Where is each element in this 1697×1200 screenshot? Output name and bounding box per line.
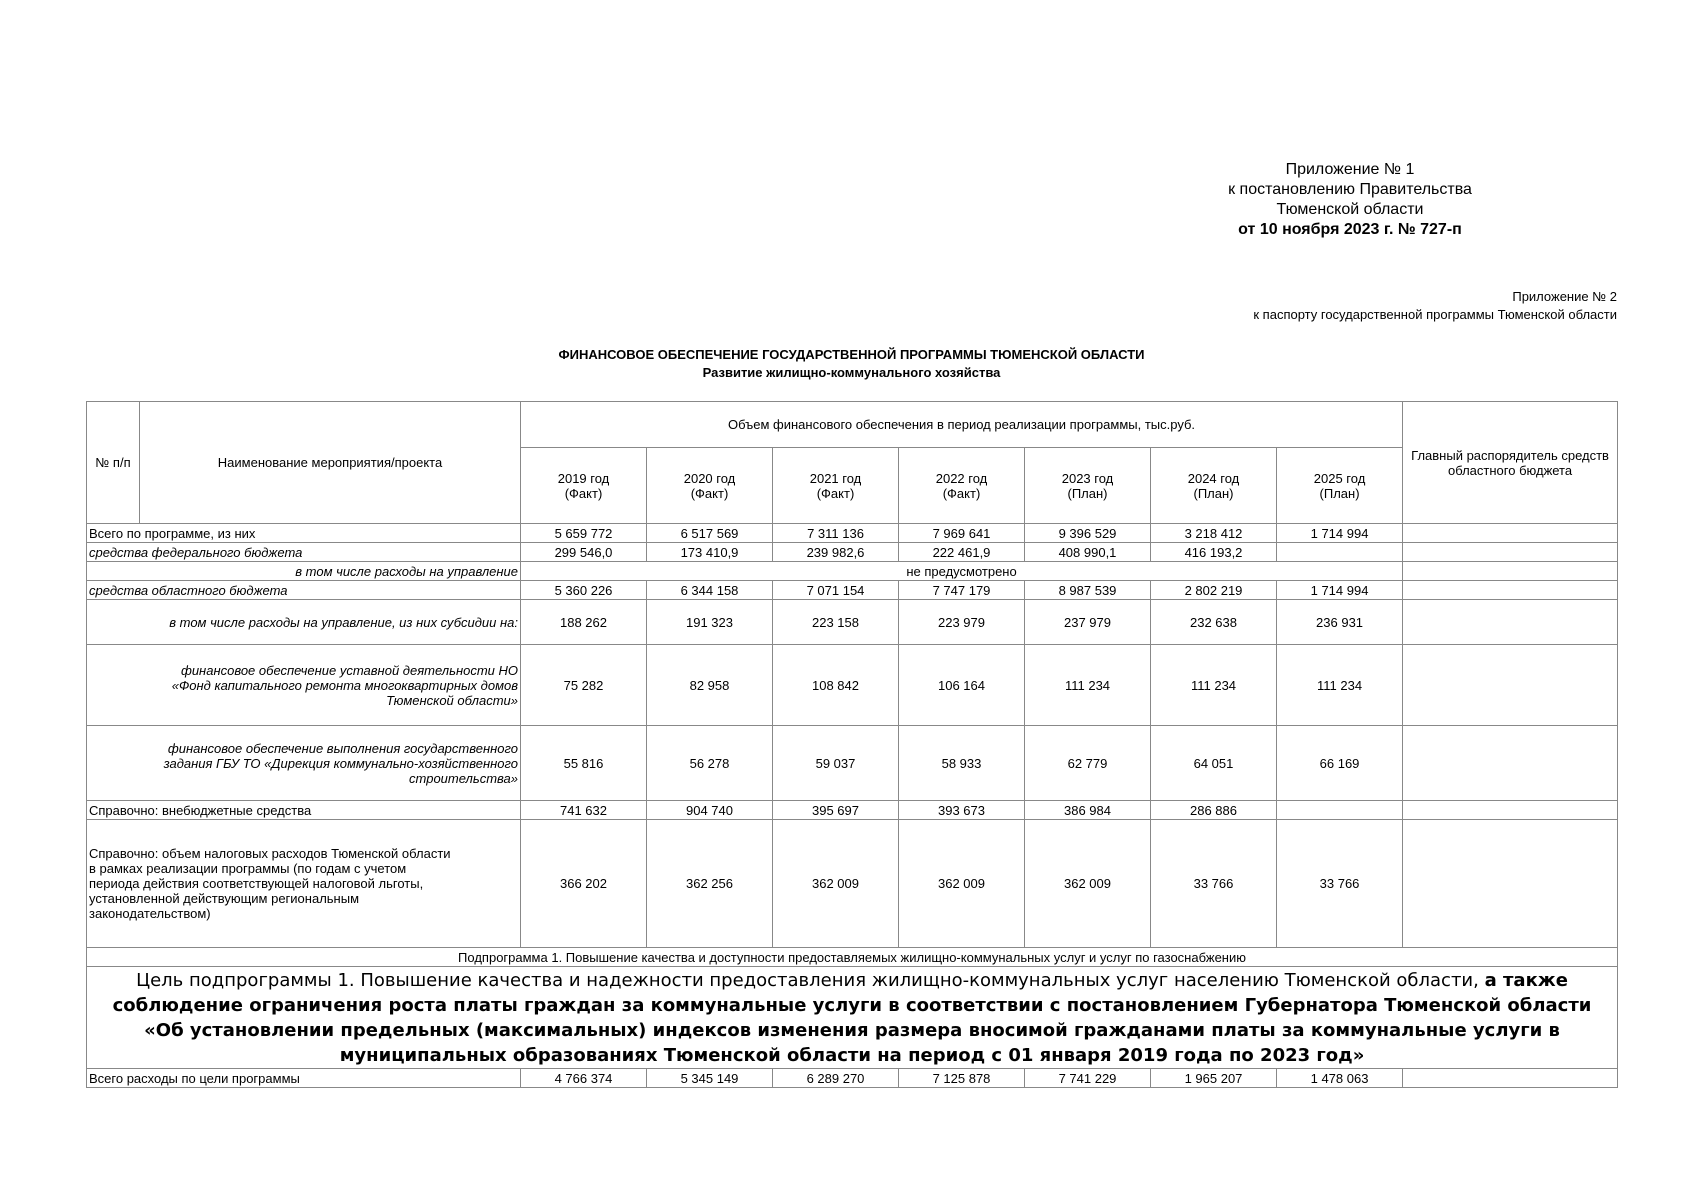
- year-kind: (Факт): [816, 485, 855, 501]
- goal-text-bold: а также соблюдение ограничения роста платы граждан за коммунальные услуги в соответствии с постановлением Губернатора Тюменской области «Об установлении предельных (максимальных) индексов изменения размера вносимой гражданами платы за коммунальные услуги в муниципальных образованиях Тюменской области на период с 01 января 2019 года по 2023 год»: [112, 969, 1592, 1066]
- annex-2-line2: к паспорту государственной программы Тюменской области: [1253, 307, 1617, 322]
- table-cell: 286 886: [1151, 801, 1277, 820]
- table-cell: 64 051: [1151, 726, 1277, 801]
- row-label-line: Тюменской области»: [386, 692, 518, 708]
- table-cell: 6 517 569: [647, 524, 773, 543]
- table-cell: 6 289 270: [773, 1069, 899, 1088]
- table-cell-empty: [1403, 562, 1618, 581]
- year-kind: (Факт): [564, 485, 603, 501]
- table-cell-empty: [1403, 543, 1618, 562]
- table-cell: 111 234: [1151, 645, 1277, 726]
- table-cell: 299 546,0: [521, 543, 647, 562]
- header-year-2024: [1151, 448, 1277, 524]
- header-year-2023: [1025, 448, 1151, 524]
- table-cell: 7 125 878: [899, 1069, 1025, 1088]
- row-label-line: «Фонд капитального ремонта многоквартирных домов: [171, 677, 518, 693]
- header-volume: Объем финансового обеспечения в период реализации программы, тыс.руб.: [521, 402, 1403, 448]
- table-cell-empty: [1403, 820, 1618, 948]
- subprogram-heading: Подпрограмма 1. Повышение качества и доступности предоставляемых жилищно-коммунальных услуг и услуг по газоснабжению: [87, 948, 1618, 967]
- goal-text-regular: Цель подпрограммы 1. Повышение качества и надежности предоставления жилищно-коммунальных услуг населению Тюменской области,: [136, 969, 1485, 991]
- table-cell: 7 071 154: [773, 581, 899, 600]
- table-cell: 62 779: [1025, 726, 1151, 801]
- table-row-federal-mgmt: [87, 562, 1618, 581]
- table-cell: 362 009: [1025, 820, 1151, 948]
- table-cell: 239 982,6: [773, 543, 899, 562]
- table-cell: 8 987 539: [1025, 581, 1151, 600]
- row-label: [87, 645, 521, 726]
- table-cell: 7 311 136: [773, 524, 899, 543]
- table-cell: 222 461,9: [899, 543, 1025, 562]
- header-year-2020: [647, 448, 773, 524]
- header-year-2019: [521, 448, 647, 524]
- year-kind: (План): [1193, 485, 1234, 501]
- row-label-line: финансовое обеспечение уставной деятельности НО: [180, 662, 518, 678]
- table-cell: 58 933: [899, 726, 1025, 801]
- year-label: 2019 год: [557, 470, 610, 486]
- table-cell: 106 164: [899, 645, 1025, 726]
- table-cell-empty: [1403, 801, 1618, 820]
- year-kind: (Факт): [690, 485, 729, 501]
- annex-1-line4: от 10 ноября 2023 г. № 727-п: [1238, 221, 1462, 238]
- table-cell: 395 697: [773, 801, 899, 820]
- year-kind: (План): [1319, 485, 1360, 501]
- table-cell: 1 714 994: [1277, 524, 1403, 543]
- row-label: Всего расходы по цели программы: [87, 1069, 521, 1088]
- table-cell: 393 673: [899, 801, 1025, 820]
- table-cell: 6 344 158: [647, 581, 773, 600]
- annex-1-line1: Приложение № 1: [1285, 161, 1415, 178]
- table-cell: 82 958: [647, 645, 773, 726]
- year-label: 2021 год: [809, 470, 862, 486]
- table-cell: 7 969 641: [899, 524, 1025, 543]
- table-row-regional: [87, 581, 1618, 600]
- table-cell: 188 262: [521, 600, 647, 645]
- finance-table: [86, 401, 1618, 1088]
- row-label: Всего по программе, из них: [87, 524, 521, 543]
- table-cell: 59 037: [773, 726, 899, 801]
- table-cell-empty: [1403, 726, 1618, 801]
- table-row-goal: [87, 967, 1618, 1069]
- year-label: 2025 год: [1313, 470, 1366, 486]
- table-cell: 55 816: [521, 726, 647, 801]
- table-cell: 223 158: [773, 600, 899, 645]
- table-cell: 232 638: [1151, 600, 1277, 645]
- table-cell: 223 979: [899, 600, 1025, 645]
- table-cell: 1 965 207: [1151, 1069, 1277, 1088]
- table-cell: 362 256: [647, 820, 773, 948]
- table-cell: 741 632: [521, 801, 647, 820]
- row-label-line: установленной действующим региональным: [89, 891, 360, 906]
- annex-1-line2: к постановлению Правительства: [1228, 181, 1472, 198]
- table-cell: 75 282: [521, 645, 647, 726]
- row-label-line: законодательством): [89, 906, 211, 921]
- annex-2-block: [1017, 288, 1617, 324]
- table-cell: 173 410,9: [647, 543, 773, 562]
- table-cell: 3 218 412: [1151, 524, 1277, 543]
- table-row-regional-mgmt: [87, 600, 1618, 645]
- row-label: в том числе расходы на управление: [87, 562, 521, 581]
- table-cell: 5 360 226: [521, 581, 647, 600]
- row-label: [87, 726, 521, 801]
- table-cell: 1 478 063: [1277, 1069, 1403, 1088]
- table-cell: 7 741 229: [1025, 1069, 1151, 1088]
- table-cell: [1277, 543, 1403, 562]
- header-name: Наименование мероприятия/проекта: [140, 402, 521, 524]
- row-label: [87, 820, 521, 948]
- row-label: Справочно: внебюджетные средства: [87, 801, 521, 820]
- table-cell-empty: [1403, 1069, 1618, 1088]
- table-row-fund: [87, 645, 1618, 726]
- row-label: в том числе расходы на управление, из них субсидии на:: [87, 600, 521, 645]
- table-row-gbu: [87, 726, 1618, 801]
- table-row-federal: [87, 543, 1618, 562]
- annex-1-block: [1150, 160, 1550, 240]
- header-num: № п/п: [87, 402, 140, 524]
- table-cell: 66 169: [1277, 726, 1403, 801]
- table-cell-empty: [1403, 581, 1618, 600]
- table-cell-empty: [1403, 524, 1618, 543]
- row-label-line: строительства»: [409, 770, 518, 786]
- row-label: средства областного бюджета: [87, 581, 521, 600]
- table-cell-merged: не предусмотрено: [521, 562, 1403, 581]
- table-cell: [1277, 801, 1403, 820]
- table-cell: 7 747 179: [899, 581, 1025, 600]
- row-label-line: периода действия соответствующей налоговой льготы,: [89, 876, 424, 891]
- year-label: 2020 год: [683, 470, 736, 486]
- header-manager: Главный распорядитель средств областного бюджета: [1403, 402, 1618, 524]
- table-cell: 416 193,2: [1151, 543, 1277, 562]
- annex-2-line1: Приложение № 2: [1512, 289, 1617, 304]
- goal-heading: [87, 967, 1618, 1069]
- table-cell-empty: [1403, 600, 1618, 645]
- table-cell: 111 234: [1025, 645, 1151, 726]
- title-line2: Развитие жилищно-коммунального хозяйства: [702, 365, 1001, 380]
- year-label: 2022 год: [935, 470, 988, 486]
- table-cell: 9 396 529: [1025, 524, 1151, 543]
- table-cell: 5 659 772: [521, 524, 647, 543]
- table-cell: 237 979: [1025, 600, 1151, 645]
- row-label-line: в рамках реализации программы (по годам с учетом: [89, 861, 407, 876]
- table-cell: 191 323: [647, 600, 773, 645]
- header-year-2021: [773, 448, 899, 524]
- table-cell: 4 766 374: [521, 1069, 647, 1088]
- table-cell: 2 802 219: [1151, 581, 1277, 600]
- row-label-line: Справочно: объем налоговых расходов Тюменской области: [89, 846, 451, 861]
- table-cell: 33 766: [1151, 820, 1277, 948]
- year-kind: (Факт): [942, 485, 981, 501]
- annex-1-line3: Тюменской области: [1276, 201, 1424, 218]
- year-kind: (План): [1067, 485, 1108, 501]
- table-cell: 111 234: [1277, 645, 1403, 726]
- row-label-line: финансовое обеспечение выполнения государственного: [167, 740, 518, 756]
- table-cell: 408 990,1: [1025, 543, 1151, 562]
- table-cell: 366 202: [521, 820, 647, 948]
- document-title: [86, 346, 1617, 382]
- table-cell: 236 931: [1277, 600, 1403, 645]
- table-cell-empty: [1403, 645, 1618, 726]
- table-row-subprogram: [87, 948, 1618, 967]
- table-cell: 386 984: [1025, 801, 1151, 820]
- header-year-2025: [1277, 448, 1403, 524]
- row-label: средства федерального бюджета: [87, 543, 521, 562]
- table-cell: 56 278: [647, 726, 773, 801]
- table-row-extra: [87, 801, 1618, 820]
- table-cell: 33 766: [1277, 820, 1403, 948]
- header-year-2022: [899, 448, 1025, 524]
- year-label: 2023 год: [1061, 470, 1114, 486]
- table-row-tax: [87, 820, 1618, 948]
- year-label: 2024 год: [1187, 470, 1240, 486]
- table-cell: 108 842: [773, 645, 899, 726]
- table-row-goal-total: [87, 1069, 1618, 1088]
- title-line1: ФИНАНСОВОЕ ОБЕСПЕЧЕНИЕ ГОСУДАРСТВЕННОЙ ПРОГРАММЫ ТЮМЕНСКОЙ ОБЛАСТИ: [558, 347, 1145, 362]
- table-cell: 362 009: [773, 820, 899, 948]
- table-cell: 5 345 149: [647, 1069, 773, 1088]
- table-cell: 362 009: [899, 820, 1025, 948]
- table-cell: 1 714 994: [1277, 581, 1403, 600]
- table-cell: 904 740: [647, 801, 773, 820]
- row-label-line: задания ГБУ ТО «Дирекция коммунально-хозяйственного: [163, 755, 518, 771]
- table-row-total: [87, 524, 1618, 543]
